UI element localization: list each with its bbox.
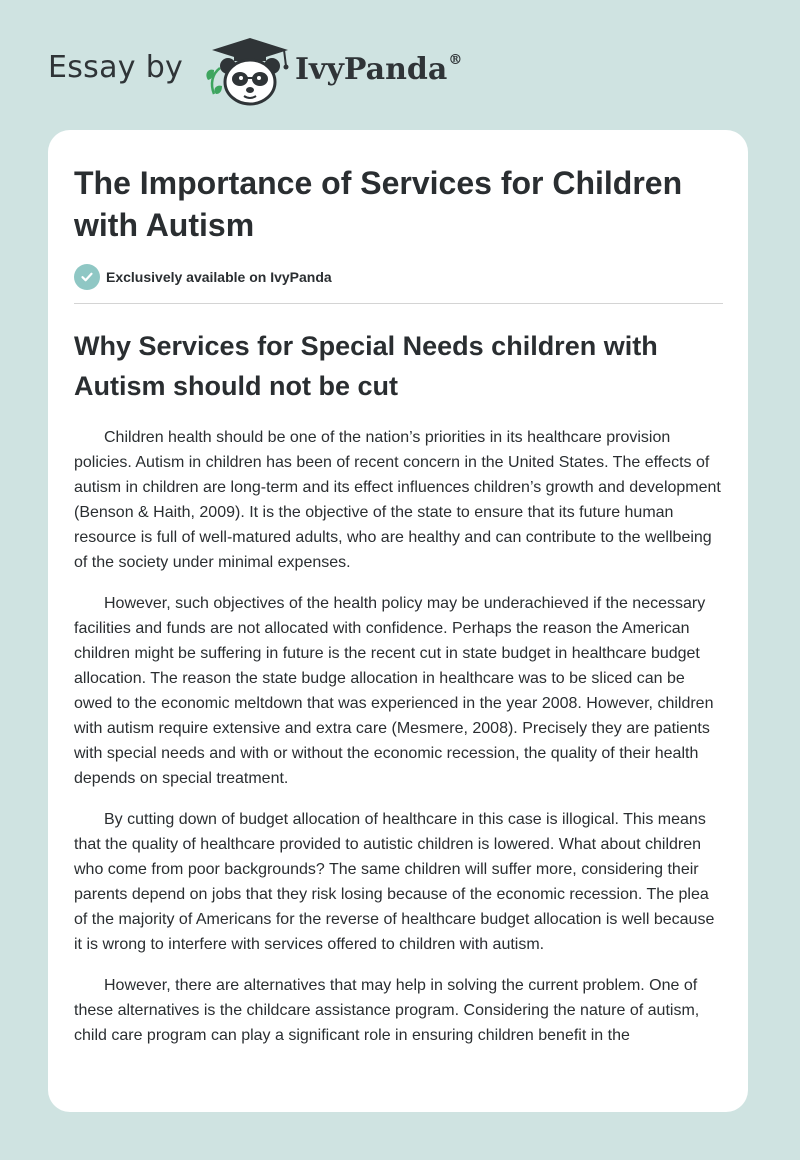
paragraph: Children health should be one of the nation’s priorities in its healthcare provision policies. Autism in children has been of recent concern in the United States. The effects of autism in children are long-term and its effect influences children’s growth and development (Benson & Haith, 2009). It is the objective of the state to ensure that its future human resource is full of well-matured adults, who are healthy and can contribute to the wellbeing of the society under minimal expenses. [74, 429, 721, 571]
brand-label: IvyPanda [295, 52, 448, 87]
essay-by-label: Essay by [48, 50, 184, 85]
exclusive-badge [74, 263, 332, 291]
article-subtitle: Why Services for Special Needs children with Autism should not be cut [74, 331, 658, 401]
article-title: The Importance of Services for Children with Autism [74, 165, 683, 243]
registered-mark: ® [448, 52, 463, 68]
site-header [0, 0, 800, 130]
divider [74, 303, 723, 304]
exclusive-badge-label: Exclusively available on IvyPanda [106, 269, 332, 285]
article-card [48, 130, 748, 1112]
check-circle-icon [74, 264, 100, 290]
paragraph: By cutting down of budget allocation of healthcare in this case is illogical. This means that the quality of healthcare provided to autistic children is lowered. What about children who come from poor backgrounds? The same children will suffer more, considering their parents depend on jobs that they risk losing because of the economic recession. The plea of the majority of Americans for the reverse of healthcare budget allocation is well because it is wrong to interfere with services offered to children with autism. [74, 811, 715, 953]
article-body [74, 425, 724, 1064]
brand-name[interactable] [295, 52, 462, 87]
paragraph: However, there are alternatives that may help in solving the current problem. One of these alternatives is the childcare assistance program. Considering the nature of autism, child care program can play a significant role in ensuring children benefit in the [74, 977, 700, 1044]
panda-logo-icon[interactable] [200, 36, 300, 108]
paragraph: However, such objectives of the health policy may be underachieved if the necessary facilities and funds are not allocated with confidence. Perhaps the reason the American children might be suffering in future is the recent cut in state budget in healthcare budget allocation. The reason the state budge allocation in healthcare was to be sliced can be owed to the economic meltdown that was experienced in the year 2008. However, children with autism require extensive and extra care (Mesmere, 2008). Precisely they are patients with special needs and with or without the economic recession, the quality of their health depends on special treatment. [74, 595, 714, 787]
